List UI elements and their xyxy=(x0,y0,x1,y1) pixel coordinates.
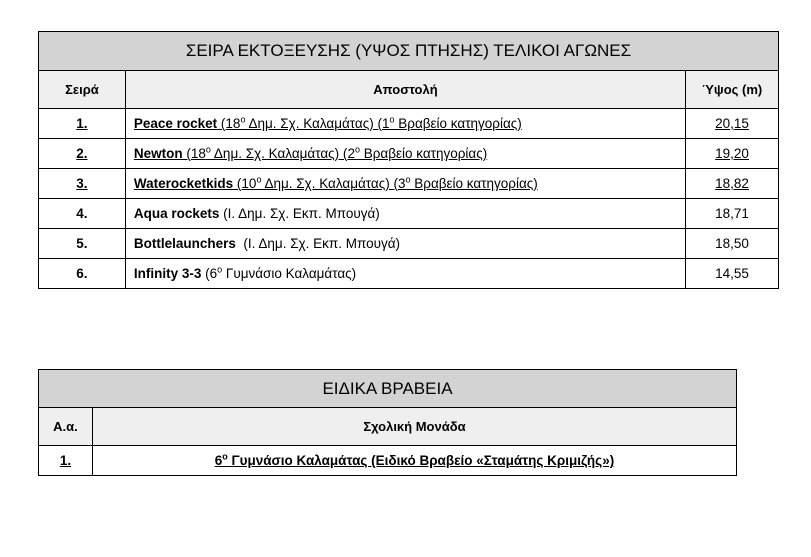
team-name: Peace rocket xyxy=(133,116,218,131)
school-text: $6^o$ Γυμνάσιο Καλαμάτας (Ειδικό Βραβείο «Σταμάτης Κριμιζής») xyxy=(214,451,615,468)
header-mission: Αποστολή xyxy=(125,71,685,109)
mission-text: Peace rocket ($18^o$ Δημ. Σχ. Καλαμάτας) ($1^o$ Βραβείο κατηγορίας) xyxy=(133,114,522,131)
table-row xyxy=(39,139,779,169)
table-row xyxy=(39,109,779,139)
height-value: 18,50 xyxy=(686,229,779,259)
team-detail: Γυμνάσιο Καλαμάτας) xyxy=(222,266,357,281)
team-name: Waterocketkids xyxy=(133,176,234,191)
header-height: Ύψος (m) xyxy=(686,71,779,109)
index: 1. xyxy=(59,453,72,468)
finals-title: ΣΕΙΡΑ ΕΚΤΟΞΕΥΣΗΣ (ΥΨΟΣ ΠΤΗΣΗΣ) ΤΕΛΙΚΟΙ ΑΓΩΝΕΣ xyxy=(39,32,779,71)
table-row xyxy=(39,446,737,476)
height-value: 18,71 xyxy=(686,199,779,229)
mission-text: Newton ($18^o$ Δημ. Σχ. Καλαμάτας) ($2^o$ Βραβείο κατηγορίας) xyxy=(133,144,488,161)
rank: 6. xyxy=(39,259,126,289)
mission-text: Waterocketkids ($10^o$ Δημ. Σχ. Καλαμάτας) ($3^o$ Βραβείο κατηγορίας) xyxy=(133,174,538,191)
rank: 2. xyxy=(76,146,88,161)
table-row xyxy=(39,229,779,259)
header-index: Α.α. xyxy=(39,408,93,446)
rank: 5. xyxy=(39,229,126,259)
special-awards-title: ΕΙΔΙΚΑ ΒΡΑΒΕΙΑ xyxy=(39,370,737,408)
rank: 1. xyxy=(76,116,88,131)
team-detail: (Ι. Δημ. Σχ. Εκπ. Μπουγά) xyxy=(219,206,380,221)
team-name: Bottlelaunchers xyxy=(133,236,236,251)
table-row: 6. Infinity 3-3 ($6^o$ Γυμνάσιο Καλαμάτας) 14,55 xyxy=(39,259,779,289)
header-rank: Σειρά xyxy=(39,71,126,109)
table-row xyxy=(39,169,779,199)
rank: 3. xyxy=(76,176,88,191)
finals-table xyxy=(38,31,779,289)
team-name: Infinity 3-3 xyxy=(133,266,202,281)
height-value: 14,55 xyxy=(686,259,779,289)
header-school: Σχολική Μονάδα xyxy=(92,408,736,446)
team-detail: (Ι. Δημ. Σχ. Εκπ. Μπουγά) xyxy=(235,236,401,251)
table-row xyxy=(39,199,779,229)
height-value: 20,15 xyxy=(715,116,749,131)
height-value: 18,82 xyxy=(715,176,749,191)
height-value: 19,20 xyxy=(715,146,749,161)
rank: 4. xyxy=(39,199,126,229)
team-name: Aqua rockets xyxy=(133,206,220,221)
special-awards-table xyxy=(38,369,737,476)
team-name: Newton xyxy=(133,146,183,161)
